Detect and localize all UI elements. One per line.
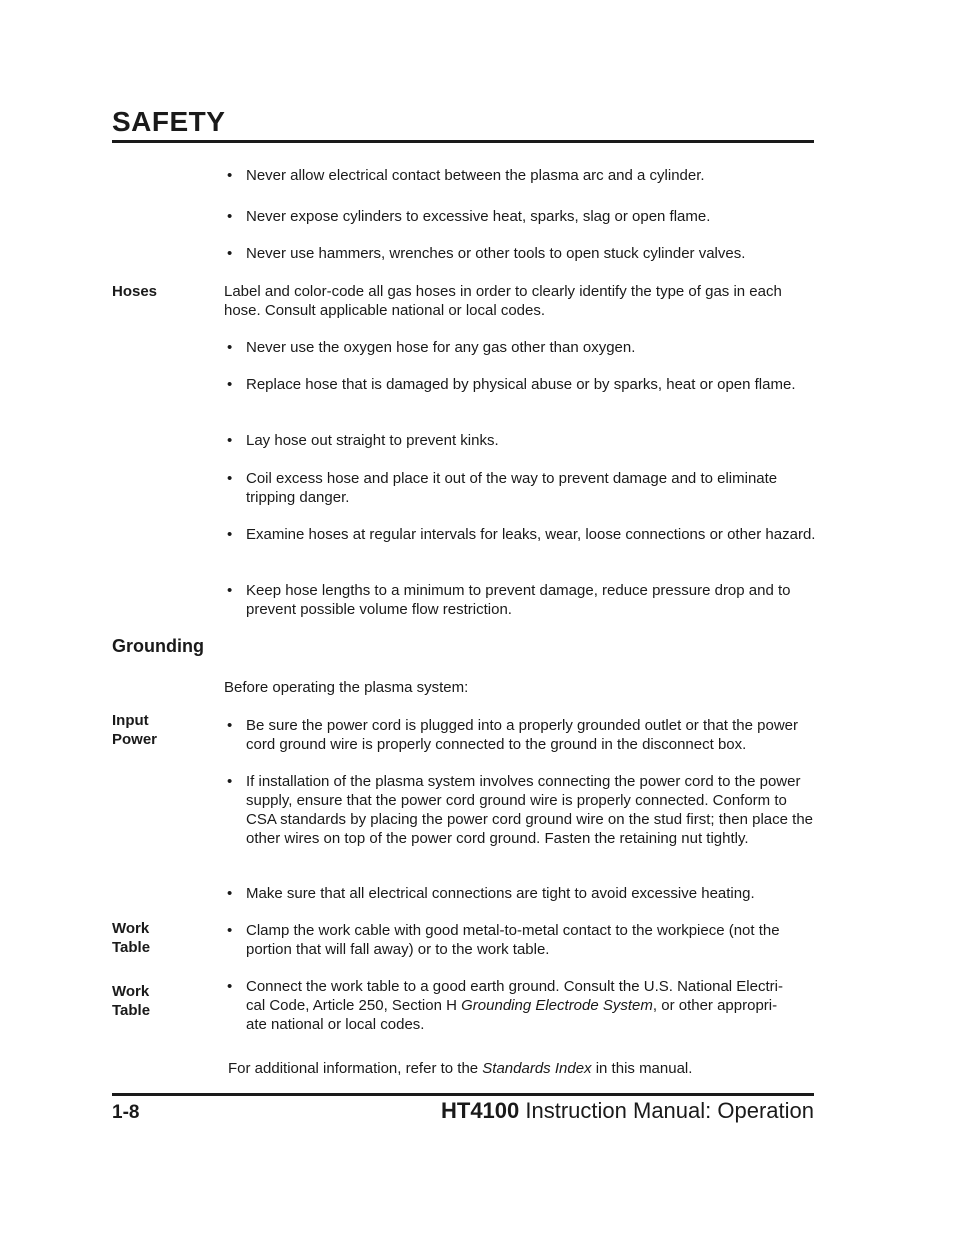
list-item: • Lay hose out straight to prevent kinks. [227,432,499,449]
footer-rule [112,1093,814,1096]
page-title: SAFETY [112,106,226,137]
page-number: 1-8 [112,1102,140,1123]
list-item: • Examine hoses at regular intervals for leaks, wear, loose connections or other hazard. [227,526,816,543]
grounding-intro: Before operating the plasma system: [224,679,469,696]
additional-info: For additional information, refer to the Standards Index in this manual. [228,1060,693,1077]
list-item: • Never expose cylinders to excessive heat, sparks, slag or open flame. [227,208,711,225]
bullet-icon: • [227,167,233,184]
bullet-icon: • [227,208,233,225]
header-rule [112,140,814,143]
model-name: HT4100 [441,1098,520,1123]
section-heading-grounding: Grounding [112,636,204,656]
list-item: • Be sure the power cord is plugged into a properly grounded outlet or that the power cord ground wire is properly connected to the ground in the disconnect box. [227,717,799,753]
hoses-intro: Label and color-code all gas hoses in order to clearly identify the type of gas in each hose. Consult applicable national or local codes. [224,283,782,319]
list-item: • Never use the oxygen hose for any gas other than oxygen. [227,339,636,356]
standard-reference: Grounding Electrode System [461,997,653,1014]
side-label-work-table: Work Table [112,920,151,956]
bullet-icon: • [227,717,233,734]
list-item: • Clamp the work cable with good metal-to-metal contact to the workpiece (not the portion that will fall away) or to the work table. [227,922,780,958]
bullet-icon: • [227,885,233,902]
bullet-icon: • [227,526,233,543]
bullet-icon: • [227,432,233,449]
bullet-icon: • [227,376,233,393]
bullet-icon: • [227,922,233,939]
list-item: • If installation of the plasma system involves connecting the power cord to the power supply, ensure that the power cord ground wire is properly connected. Conform to CSA standards by placing the power cord ground wire on the stud first; then place the other wires on top of the power cord ground. Fasten the retaining nut tightly. [227,773,813,847]
bullet-icon: • [227,978,233,995]
side-label-input-power: Input Power [112,712,158,748]
bullet-icon: • [227,582,233,599]
list-item: • Keep hose lengths to a minimum to prevent damage, reduce pressure drop and to prevent possible volume flow restriction. [227,582,791,618]
bullet-icon: • [227,245,233,262]
side-label-work-table-2: Work Table [112,983,151,1019]
list-item: • Never use hammers, wrenches or other tools to open stuck cylinder valves. [227,245,746,262]
bullet-icon: • [227,470,233,487]
list-item: • Coil excess hose and place it out of the way to prevent damage and to eliminate tripping danger. [227,470,778,506]
list-item: • Make sure that all electrical connections are tight to avoid excessive heating. [227,885,755,902]
bullet-icon: • [227,339,233,356]
list-item: • Replace hose that is damaged by physical abuse or by sparks, heat or open flame. [227,376,796,393]
list-item: • Never allow electrical contact between the plasma arc and a cylinder. [227,167,705,184]
side-label-hoses: Hoses [112,283,158,300]
bullet-icon: • [227,773,233,790]
list-item: • Connect the work table to a good earth ground. Consult the U.S. National Electri- cal Code, Article 250, Section H Grounding Electrode System, or other appropri- ate national or local codes. [227,978,783,1033]
footer-title: HT4100 Instruction Manual: Operation [441,1098,814,1123]
standards-index-reference: Standards Index [482,1060,592,1077]
